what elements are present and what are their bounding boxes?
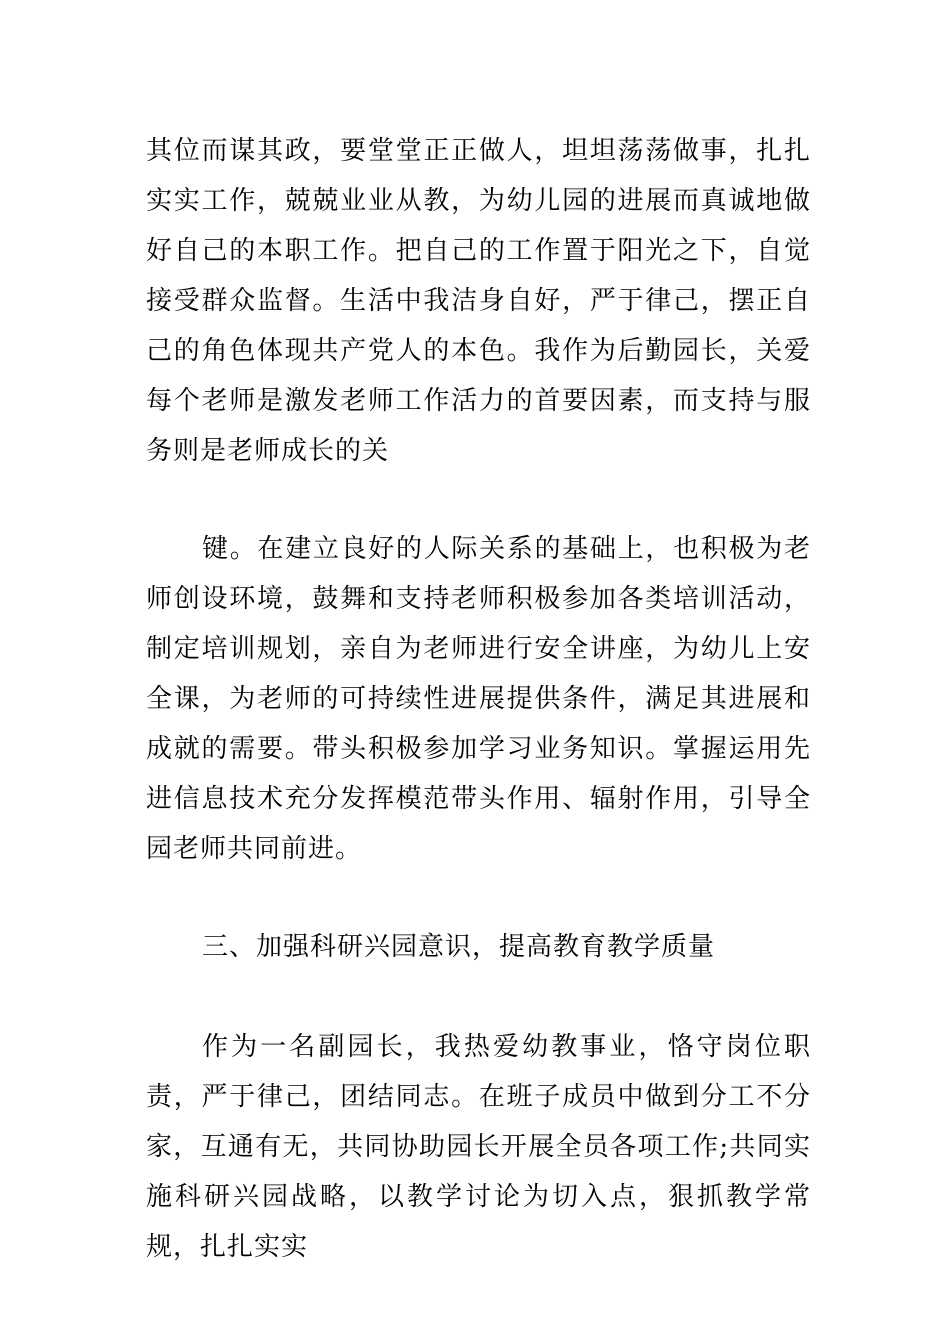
paragraph-continuation: 键。在建立良好的人际关系的基础上，也积极为老师创设环境，鼓舞和支持老师积极参加各类培训活动，制定培训规划，亲自为老师进行安全讲座，为幼儿上安全课，为老师的可持续性进展提供条件，满足其进展和成就的需要。带头积极参加学习业务知识。掌握运用先进信息技术充分发挥模范带头作用、辐射作用，引导全园老师共同前进。 xyxy=(146,534,811,864)
section-heading: 三、加强科研兴园意识，提高教育教学质量 xyxy=(202,932,716,962)
paragraph: 作为一名副园长，我热爱幼教事业，恪守岗位职责，严于律己，团结同志。在班子成员中做到分工不分家，互通有无，共同协助园长开展全员各项工作;共同实施科研兴园战略，以教学讨论为切入点，狠抓教学常规，扎扎实实 xyxy=(146,1032,811,1262)
document-page xyxy=(146,0,811,1344)
paragraph-continued: 其位而谋其政，要堂堂正正做人，坦坦荡荡做事，扎扎实实工作，兢兢业业从教，为幼儿园的进展而真诚地做好自己的本职工作。把自己的工作置于阳光之下，自觉接受群众监督。生活中我洁身自好，严于律己，摆正自己的角色体现共产党人的本色。我作为后勤园长，关爱每个老师是激发老师工作活力的首要因素，而支持与服务则是老师成长的关 xyxy=(146,136,811,466)
